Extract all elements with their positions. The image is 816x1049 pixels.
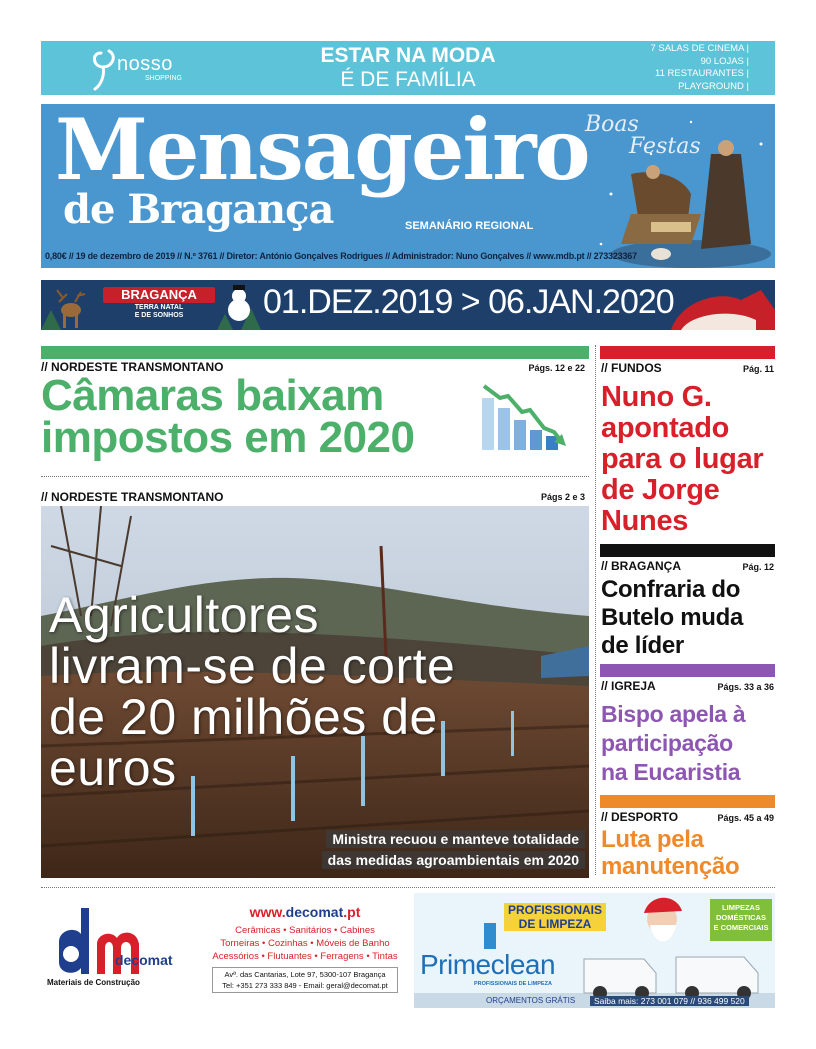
farmers-pages: Págs 2 e 3	[540, 492, 585, 502]
igreja-headline-line: na Eucaristia	[601, 759, 741, 785]
primeclean-headline-line1: PROFISSIONAIS	[508, 903, 603, 917]
newspaper-subtitle: de Bragança	[63, 186, 334, 233]
banner-tagline-line1: TERRA NATAL	[134, 304, 184, 311]
primeclean-services	[710, 903, 772, 933]
banner-dates: 01.DEZ.2019 > 06.JAN.2020	[263, 283, 674, 321]
primeclean-phones: Saiba mais: 273 001 079 // 936 499 520	[590, 996, 749, 1006]
url-suffix: .pt	[343, 904, 361, 920]
primeclean-service-line: DOMÉSTICAS	[715, 913, 766, 922]
primeclean-headline	[504, 903, 606, 931]
braganca-headline-line: Confraria do	[601, 576, 741, 603]
fundos-kicker: // FUNDOS	[601, 361, 662, 375]
braganca-kicker: // BRAGANÇA	[601, 559, 681, 573]
section-bar-green	[41, 346, 589, 359]
fundos-headline-line: Nuno G.	[601, 381, 712, 413]
newspaper-title: Mensageiro	[55, 104, 589, 199]
section-bar-purple	[600, 664, 775, 677]
taxes-headline-line2: impostos em 2020	[41, 413, 415, 462]
farmers-caption-line1: Ministra recuou e manteve totalidade	[326, 830, 585, 848]
greeting-line1: Boas	[585, 112, 639, 137]
issue-info: 0,80€ // 19 de dezembro de 2019 // N.º 3761 // Diretor: António Gonçalves Rodrigues // Administrador: Nuno Gonçalves // www.mdb.pt // 273323367	[45, 251, 637, 261]
primeclean-brand-sub: PROFISSIONAIS DE LIMPEZA	[474, 981, 552, 987]
taxes-kicker: // NORDESTE TRANSMONTANO	[41, 360, 224, 374]
banner-tagline-line2: E DE SONHOS	[134, 312, 184, 319]
ad-feature: 90 LOJAS |	[700, 55, 749, 67]
desporto-pages: Págs. 45 a 49	[717, 813, 774, 823]
ad-slogan-line1: ESTAR NA MODA	[320, 44, 496, 67]
top-ad-banner[interactable]	[41, 41, 775, 95]
dm-sub: Materiais de Construção	[47, 978, 140, 987]
url-prefix: www.	[249, 904, 286, 920]
farmers-headline-line: Agricultores	[49, 587, 319, 643]
farmers-headline	[49, 587, 456, 796]
section-bar-red	[600, 346, 775, 359]
fundos-headline[interactable]	[601, 382, 763, 537]
fundos-headline-line: apontado	[601, 412, 730, 444]
primeclean-service-line: LIMPEZAS	[722, 903, 760, 912]
banner-city: BRAGANÇA	[103, 287, 215, 303]
igreja-headline-line: participação	[601, 730, 733, 756]
banner-tagline	[113, 304, 205, 320]
fundos-headline-line: para o lugar	[601, 443, 764, 475]
ad-feature: 11 RESTAURANTES |	[655, 68, 749, 80]
decomat-products-line2: Torneiras • Cozinhas • Móveis de Banho	[220, 938, 390, 949]
primeclean-ad[interactable]	[414, 893, 775, 1008]
section-bar-black	[600, 544, 775, 557]
desporto-headline[interactable]	[601, 826, 739, 880]
newspaper-tagline: SEMANÁRIO REGIONAL	[405, 220, 534, 232]
greeting-line2: Festas	[629, 134, 701, 159]
decomat-address-box	[212, 967, 398, 993]
taxes-headline[interactable]	[41, 371, 415, 462]
desporto-kicker: // DESPORTO	[601, 810, 679, 824]
ad-slogan-line2: É DE FAMÍLIA	[340, 68, 476, 91]
braganca-headline-line: de líder	[601, 632, 684, 659]
farmers-kicker: // NORDESTE TRANSMONTANO	[41, 490, 224, 504]
fundos-headline-line: Nunes	[601, 505, 689, 537]
dm-decomat-ad[interactable]	[41, 900, 201, 1000]
decomat-products-line1: Cerâmicas • Sanitários • Cabines	[235, 925, 375, 936]
desporto-headline-line: Luta pela	[601, 826, 704, 853]
ad-feature: 7 SALAS DE CINEMA |	[650, 43, 749, 54]
braganca-headline[interactable]	[601, 576, 743, 660]
section-bar-orange	[600, 795, 775, 808]
igreja-pages: Págs. 33 a 36	[717, 682, 774, 692]
taxes-pages: Págs. 12 e 22	[528, 363, 585, 373]
url-brand: decomat	[285, 904, 344, 920]
farmers-photo[interactable]	[41, 506, 589, 878]
divider	[41, 476, 589, 477]
fundos-headline-line: de Jorge	[601, 474, 720, 506]
ad-feature: PLAYGROUND |	[678, 80, 749, 92]
farmers-headline-line: livram-se de corte	[49, 638, 456, 694]
nosso-brand-sub: SHOPPING	[145, 75, 182, 82]
braganca-headline-line: Butelo muda	[601, 604, 744, 631]
primeclean-headline-line2: DE LIMPEZA	[518, 917, 592, 931]
falling-chart-icon	[478, 380, 573, 455]
primeclean-quote: ORÇAMENTOS GRÁTIS	[486, 996, 576, 1005]
christmas-event-banner[interactable]	[41, 280, 775, 330]
nosso-brand: nosso	[117, 53, 173, 75]
decomat-contact: Tel: +351 273 333 849 - Email: geral@decomat.pt	[222, 981, 388, 990]
primeclean-service-line: E COMERCIAIS	[713, 923, 769, 932]
igreja-headline-line: Bispo apela à	[601, 701, 746, 727]
decomat-products-line3: Acessórios • Flutuantes • Ferragens • Tintas	[212, 951, 398, 962]
ad-features	[650, 43, 749, 93]
primeclean-brand: Primeclean	[420, 949, 556, 980]
igreja-headline[interactable]	[601, 700, 745, 787]
igreja-kicker: // IGREJA	[601, 679, 656, 693]
decomat-url[interactable]	[202, 904, 408, 920]
masthead	[41, 104, 775, 268]
taxes-headline-line1: Câmaras baixam	[41, 371, 384, 420]
dm-brand: decomat	[115, 952, 173, 968]
braganca-pages: Pág. 12	[742, 562, 774, 572]
farmers-headline-line: de 20 milhões de	[49, 689, 438, 745]
decomat-ad[interactable]	[202, 900, 408, 1000]
decomat-address: Avª. das Cantarias, Lote 97, 5300-107 Bragança	[224, 970, 386, 979]
farmers-caption-line2: das medidas agroambientais em 2020	[322, 851, 585, 869]
fundos-pages: Pág. 11	[742, 364, 774, 374]
divider	[41, 887, 775, 888]
column-divider	[595, 345, 596, 875]
farmers-headline-line: euros	[49, 740, 177, 796]
desporto-headline-line: manutenção	[601, 853, 740, 880]
